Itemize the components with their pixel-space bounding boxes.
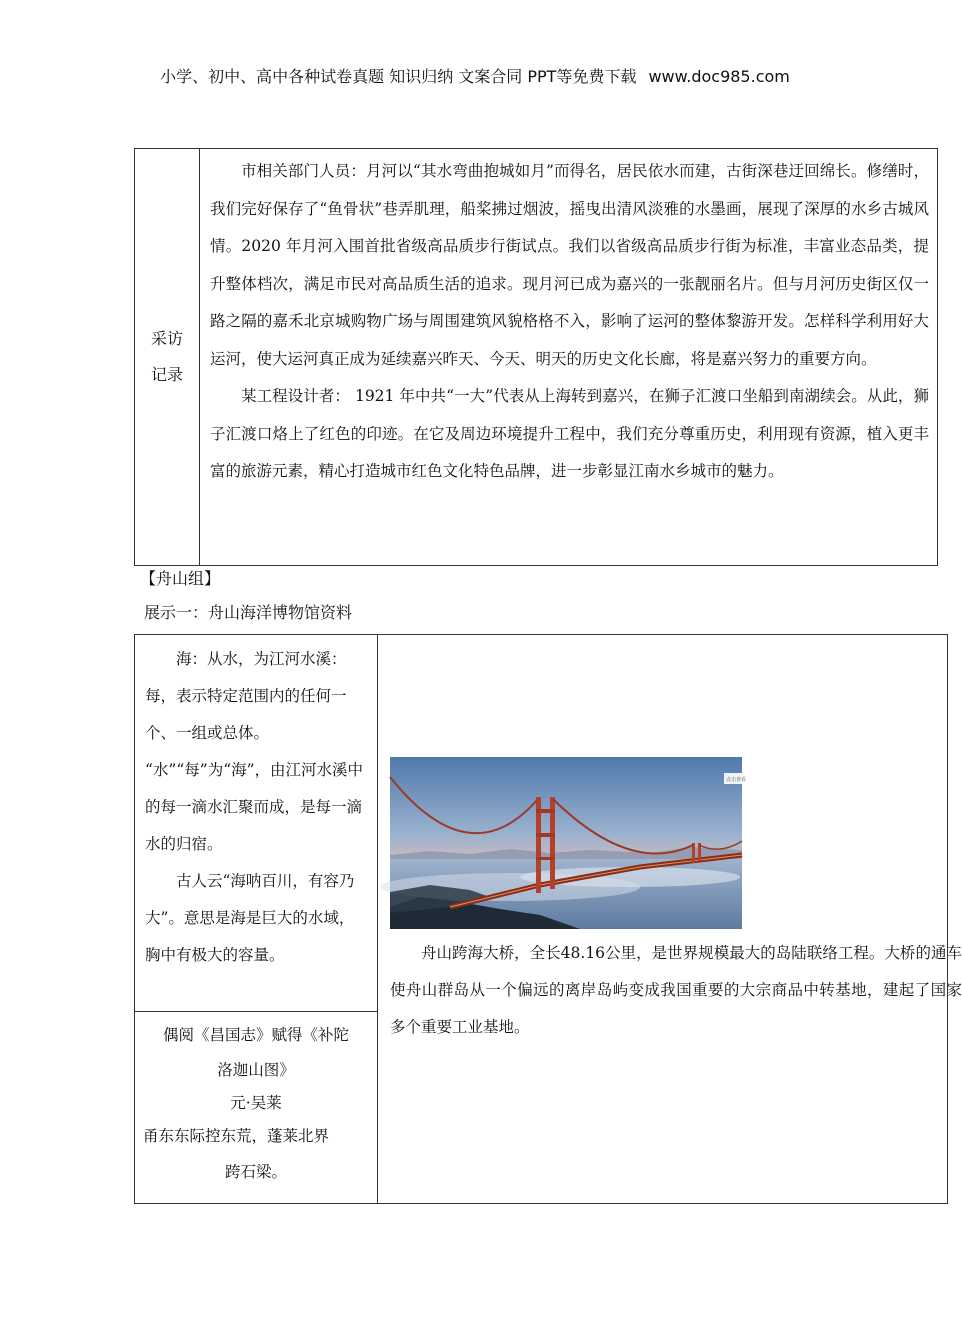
museum-table <box>134 634 962 1204</box>
poem-line1: 甬东东际控东荒，蓬莱北界 <box>143 1127 330 1145</box>
interview-table <box>134 148 938 566</box>
poem-line2: 跨石梁。 <box>224 1163 287 1181</box>
official-statement: 市相关部门人员：月河以“其水弯曲抱城如月”而得名，居民依水而建，古街深巷迂回绵长。修缮时，我们完好保存了“鱼骨状”巷弄肌理，船桨拂过烟波，摇曳出清风淡雅的水墨画，展现了深厚的水乡古城风情。2020 年月河入围首批省级高品质步行街试点。我们以省级高品质步行街为标准，丰富业态品类，提升整体档次，满足市民对高品质生活的追求。现月河已成为嘉兴的一张靓丽名片。但与月河历史街区仅一路之隔的嘉禾北京城购物广场与周围建筑风貌格格不入，影响了运河的整体黎游开发。怎样科学利用好大运河，使大运河真正成为延续嘉兴昨天、今天、明天的历史文化长廊，将是嘉兴努力的重要方向。 <box>210 162 929 368</box>
group-title: 【舟山组】 <box>140 569 221 588</box>
hai-composition: “水”“每”为“海”，由江河水溪中的每一滴水汇聚而成，是每一滴水的归宿。 <box>145 761 364 853</box>
hai-proverb: 古人云“海呐百川，有容乃大”。意思是海是巨大的水域，胸中有极大的容量。 <box>145 872 355 964</box>
interview-label-cell <box>135 149 200 566</box>
bridge-photo <box>390 757 747 929</box>
character-explanation-cell <box>135 635 378 1012</box>
bridge-cell <box>378 635 962 1204</box>
bridge-description <box>390 935 962 1046</box>
designer-statement: 某工程设计者： 1921 年中共“一大”代表从上海转到嘉兴，在狮子汇渡口坐船到南湖续会。从此，狮子汇渡口烙上了红色的印迹。在它及周边环境提升工程中，我们充分尊重历史，利用现有资源，植入更丰富的旅游元素，精心打造城市红色文化特色品牌，进一步彰显江南水乡城市的魅力。 <box>210 387 929 480</box>
poem-cell <box>135 1012 378 1204</box>
header-url[interactable]: www.doc985.com <box>648 67 790 86</box>
interview-body <box>200 149 938 566</box>
section-title: 展示一：舟山海洋博物馆资料 <box>144 603 353 622</box>
photo-badge: 点击查看 <box>726 777 747 783</box>
poem-title-line2: 洛迦山图》 <box>217 1061 295 1079</box>
hai-definition: 海：从水，为江河水溪：每，表示特定范围内的任何一个、一组或总体。 <box>145 650 347 742</box>
poem-author: 元·吴莱 <box>230 1094 282 1112</box>
header-text: 小学、初中、高中各种试卷真题 知识归纳 文案合同 PPT等免费下载 <box>160 67 637 86</box>
interview-label: 采访 记录 <box>150 329 183 384</box>
poem-title-line1: 偶阅《昌国志》赋得《补陀 <box>162 1026 349 1044</box>
page-header <box>0 64 950 87</box>
bridge-text: 舟山跨海大桥，全长48.16公里，是世界规模最大的岛陆联络工程。大桥的通车使舟山群岛从一个偏远的离岸岛屿变成我国重要的大宗商品中转基地，建起了国家多个重要工业基地。 <box>390 944 962 1036</box>
